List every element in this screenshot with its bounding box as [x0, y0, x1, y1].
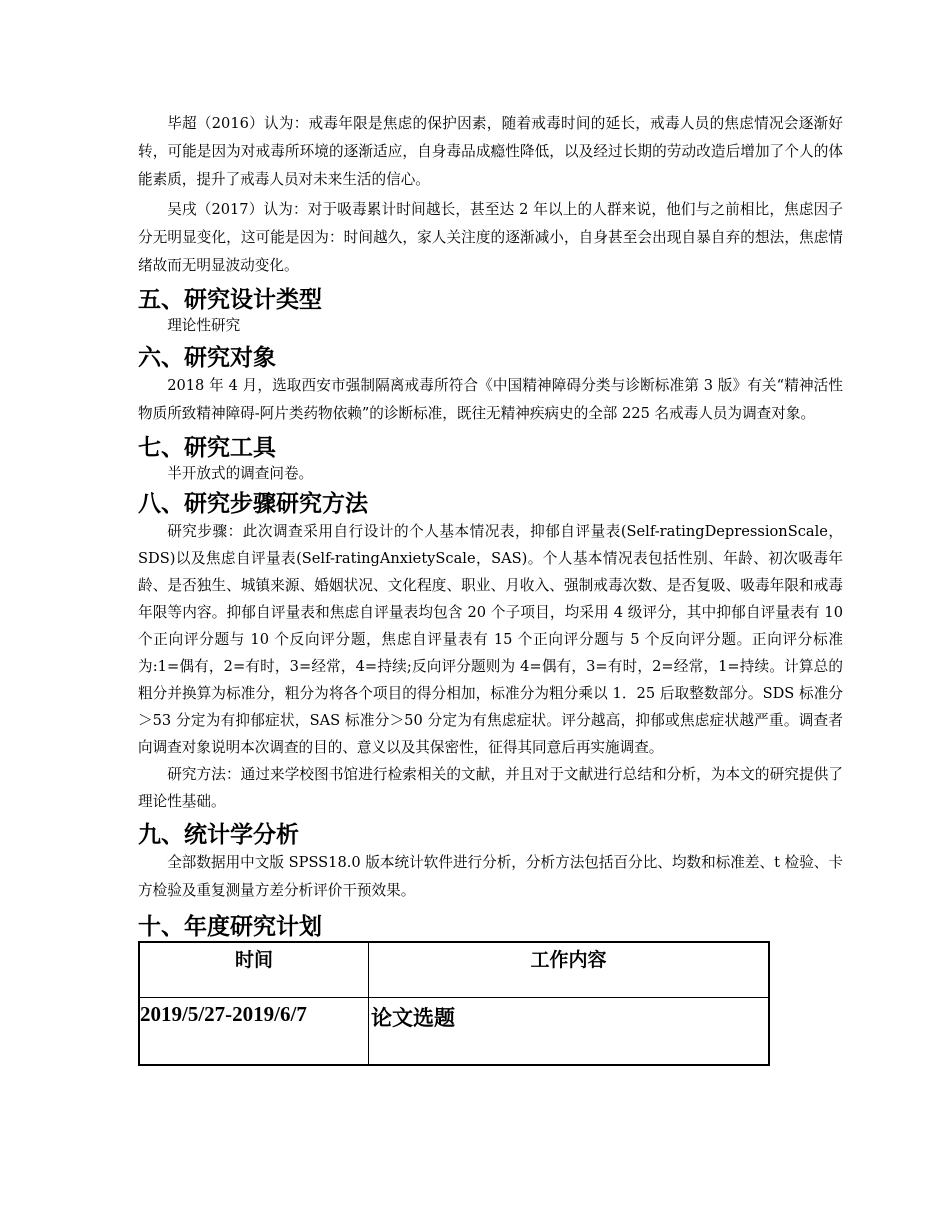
- section6-body: 2018 年 4 月，选取西安市强制隔离戒毒所符合《中国精神障碍分类与诊断标准第 3 版》有关“精神活性物质所致精神障碍-阿片类药物依赖”的诊断标准，既往无精神疾病史的全部 225 名戒毒人员为调查对象。: [138, 377, 843, 422]
- table-row: [139, 998, 769, 1066]
- section6-heading: 六、研究对象: [138, 345, 276, 371]
- table-header-content: 工作内容: [369, 942, 770, 998]
- section7-body: 半开放式的调查问卷。: [167, 465, 314, 482]
- table-cell-time: 2019/5/27-2019/6/7: [139, 998, 369, 1066]
- section8-heading: 八、研究步骤研究方法: [138, 491, 368, 517]
- section8-body-methods: 研究方法：通过来学校图书馆进行检索相关的文献，并且对于文献进行总结和分析，为本文的研究提供了理论性基础。: [138, 766, 843, 810]
- section5-heading: 五、研究设计类型: [138, 287, 322, 313]
- section5-body: 理论性研究: [167, 317, 241, 334]
- paragraph-bichao: 毕超（2016）认为：戒毒年限是焦虑的保护因素，随着戒毒时间的延长，戒毒人员的焦虑情况会逐渐好转，可能是因为对戒毒所环境的逐渐适应，自身毒品成瘾性降低，以及经过长期的劳动改造后增加了个人的体能素质，提升了戒毒人员对未来生活的信心。: [138, 115, 843, 188]
- document-page: [138, 110, 843, 1066]
- table-header-row: [139, 942, 769, 998]
- table-cell-content: 论文选题: [369, 998, 770, 1066]
- table-header-time: 时间: [139, 942, 369, 998]
- section9-heading: 九、统计学分析: [138, 822, 299, 848]
- section8-body-steps: 研究步骤：此次调查采用自行设计的个人基本情况表，抑郁自评量表(Self-ratingDepressionScale，SDS)以及焦虑自评量表(Self-ratingAnxietyScale，SAS)。个人基本情况表包括性别、年龄、初次吸毒年龄、是否独生、城镇来源、婚姻状况、文化程度、职业、月收入、强制戒毒次数、是否复吸、吸毒年限和戒毒年限等内容。抑郁自评量表和焦虑自评量表均包含 20 个子项目，均采用 4 级评分，其中抑郁自评量表有 10 个正向评分题与 10 个反向评分题，焦虑自评量表有 15 个正向评分题与 5 个反向评分题。正向评分标准为:1=偶有，2=有时，3=经常，4=持续;反向评分题则为 4=偶有，3=有时，2=经常，1=持续。计算总的粗分并换算为标准分，粗分为将各个项目的得分相加，标准分为粗分乘以 1．25 后取整数部分。SDS 标准分＞53 分定为有抑郁症状，SAS 标准分＞50 分定为有焦虑症状。评分越高，抑郁或焦虑症状越严重。调查者向调查对象说明本次调查的目的、意义以及其保密性，征得其同意后再实施调查。: [138, 523, 843, 756]
- section10-heading: 十、年度研究计划: [138, 914, 322, 940]
- paragraph-wuxu: 吴戌（2017）认为：对于吸毒累计时间越长，甚至达 2 年以上的人群来说，他们与之前相比，焦虑因子分无明显变化，这可能是因为：时间越久，家人关注度的逐渐减小，自身甚至会出现自暴自弃的想法，焦虑情绪故而无明显波动变化。: [138, 201, 843, 274]
- section7-heading: 七、研究工具: [138, 435, 276, 461]
- research-plan-table: [138, 941, 770, 1066]
- section9-body: 全部数据用中文版 SPSS18.0 版本统计软件进行分析，分析方法包括百分比、均数和标准差、t 检验、卡方检验及重复测量方差分析评价干预效果。: [138, 854, 843, 899]
